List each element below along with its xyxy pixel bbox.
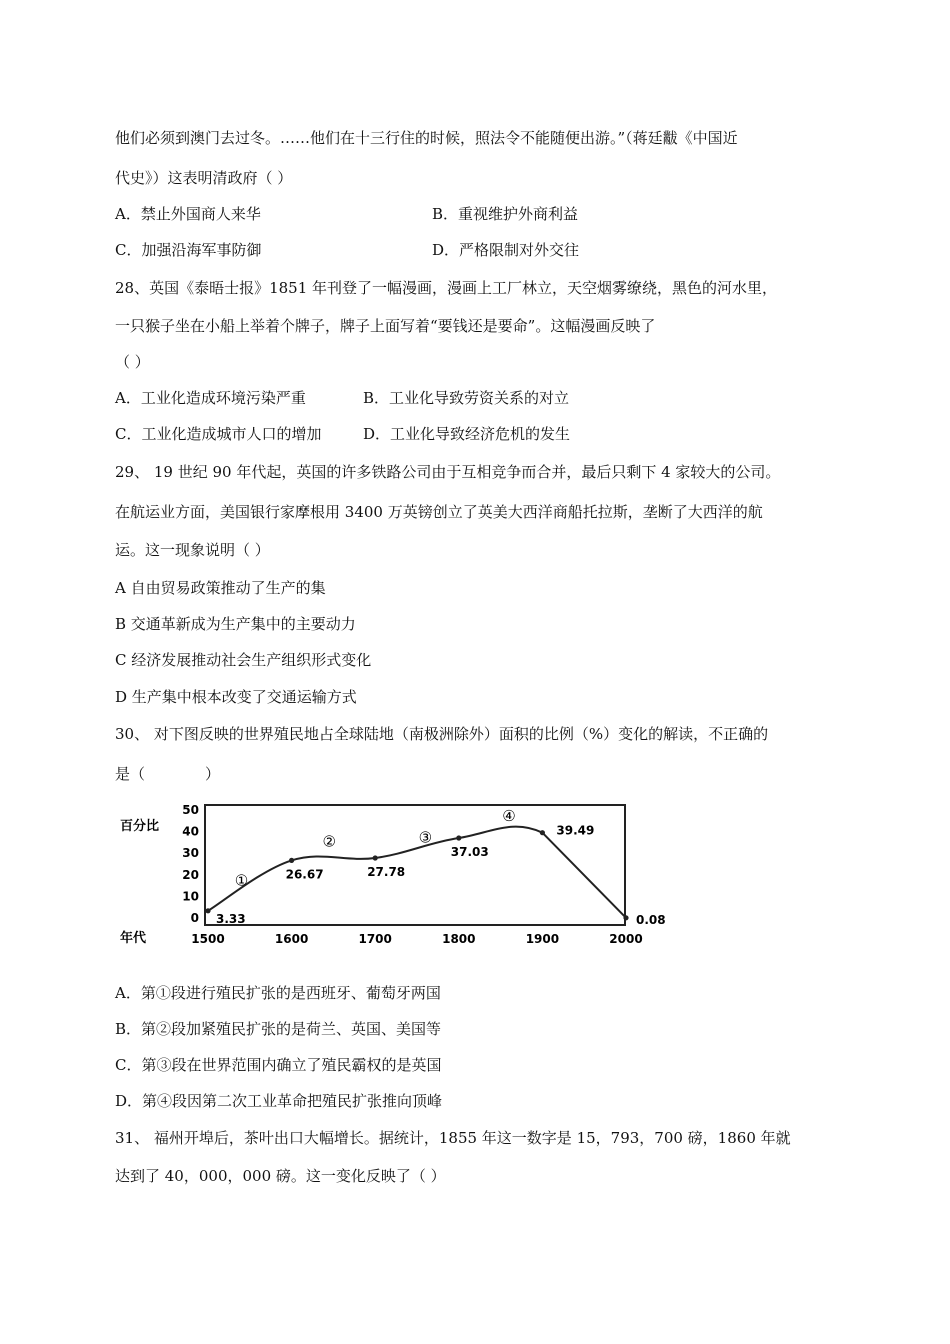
text-line: 31、 福州开埠后，茶叶出口大幅增长。据统计，1855 年这一数字是 15，793，700 磅，1860 年就	[115, 1129, 791, 1147]
option-d: D．严格限制对外交往	[432, 241, 580, 259]
text-line: 30、 对下图反映的世界殖民地占全球陆地（南极洲除外）面积的比例（%）变化的解读，不正确的	[115, 725, 769, 743]
x-tick-label: 1900	[525, 932, 560, 946]
option-c: C．第③段在世界范围内确立了殖民霸权的是英国	[115, 1056, 442, 1074]
segment-marker: ②	[322, 832, 336, 851]
option-c: C 经济发展推动社会生产组织形式变化	[115, 651, 372, 669]
data-label: 37.03	[450, 845, 489, 860]
y-tick-label: 40	[182, 824, 199, 839]
text-line: 运。这一现象说明（ ）	[115, 541, 270, 559]
text-line: 他们必须到澳门去过冬。……他们在十三行住的时候，照法令不能随便出游。”（蒋廷黻《中国近	[115, 129, 738, 147]
y-axis-label: 百分比	[120, 819, 160, 834]
text-line: 29、 19 世纪 90 年代起，英国的许多铁路公司由于互相竞争而合并，最后只剩下 4 家较大的公司。	[115, 463, 781, 481]
option-a: A．工业化造成环境污染严重	[115, 389, 306, 407]
data-label: 26.67	[285, 867, 324, 882]
x-tick-label: 1600	[274, 932, 309, 946]
option-a: A．禁止外国商人来华	[115, 205, 261, 223]
option-b: B 交通革新成为生产集中的主要动力	[115, 615, 356, 633]
text-line: 是（ ）	[115, 765, 221, 783]
data-label: 3.33	[216, 911, 246, 926]
segment-marker: ①	[234, 871, 249, 890]
option-b: B．工业化导致劳资关系的对立	[363, 389, 570, 407]
series-line	[208, 827, 626, 918]
colony-area-chart	[112, 800, 692, 960]
segment-marker: ③	[418, 828, 433, 847]
data-point	[540, 830, 545, 835]
segment-marker: ④	[502, 806, 516, 825]
text-line: 在航运业方面，美国银行家摩根用 3400 万英镑创立了英美大西洋商船托拉斯，垄断了大西洋的航	[115, 503, 763, 521]
option-b: B．重视维护外商利益	[432, 205, 579, 223]
x-tick-label: 1700	[358, 932, 392, 946]
data-label: 27.78	[367, 864, 406, 879]
option-c: C．工业化造成城市人口的增加	[115, 425, 322, 443]
data-point	[373, 855, 378, 860]
x-tick-label: 1800	[442, 932, 476, 946]
data-label: 39.49	[556, 823, 595, 838]
text-line: 达到了 40，000，000 磅。这一变化反映了（ ）	[115, 1167, 446, 1185]
x-axis	[191, 932, 642, 946]
option-a: A．第①段进行殖民扩张的是西班牙、葡萄牙两国	[115, 984, 441, 1002]
y-tick-label: 0	[190, 911, 199, 925]
text-line: （ ）	[115, 353, 150, 371]
data-point	[456, 835, 461, 840]
x-tick-label: 2000	[609, 932, 643, 946]
y-axis	[182, 803, 199, 925]
option-d: D．第④段因第二次工业革命把殖民扩张推向顶峰	[115, 1092, 443, 1110]
data-point	[205, 908, 210, 913]
data-point	[623, 915, 628, 920]
option-a: A 自由贸易政策推动了生产的集	[115, 579, 326, 597]
data-point	[289, 858, 294, 863]
option-c: C．加强沿海军事防御	[115, 241, 262, 259]
data-label: 0.08	[636, 912, 666, 927]
y-tick-label: 20	[182, 867, 199, 882]
text-line: 代史》）这表明清政府（ ）	[115, 169, 293, 187]
text-line: 一只猴子坐在小船上举着个牌子，牌子上面写着“要钱还是要命”。这幅漫画反映了	[115, 317, 656, 335]
y-tick-label: 30	[182, 846, 199, 861]
option-d: D．工业化导致经济危机的发生	[363, 425, 571, 443]
option-d: D 生产集中根本改变了交通运输方式	[115, 688, 357, 706]
text-line: 28、英国《泰晤士报》1851 年刊登了一幅漫画，漫画上工厂林立，天空烟雾缭绕，黑色的河水里，	[115, 279, 778, 297]
y-tick-label: 50	[182, 803, 199, 817]
x-tick-label: 1500	[191, 932, 225, 946]
option-b: B．第②段加紧殖民扩张的是荷兰、英国、美国等	[115, 1020, 442, 1038]
y-tick-label: 10	[182, 889, 199, 904]
x-axis-label: 年代	[120, 931, 147, 946]
